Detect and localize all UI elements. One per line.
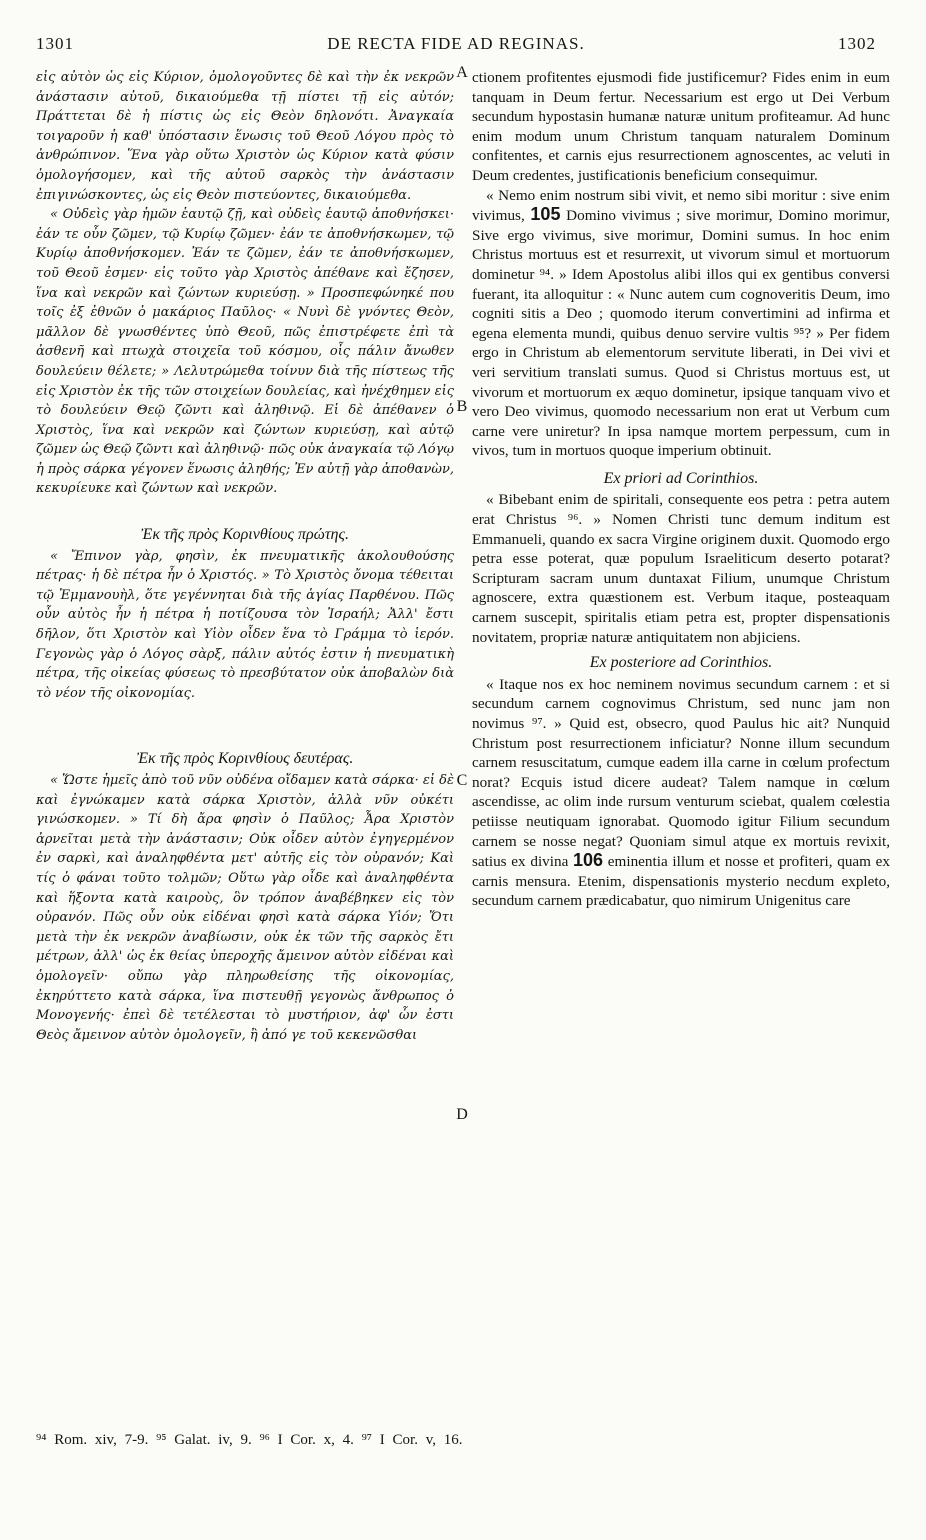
- margin-marker-a: A: [456, 64, 468, 81]
- column-number: 106: [573, 850, 604, 871]
- latin-text: « Nemo enim nostrum sibi vivit, et nemo sibi moritur : sive enim vivimus,: [472, 186, 890, 225]
- latin-text: eminentia illum et nosse et profiteri, quam ex carnis mensura. Etenim, dispensationis mysterio necdum expleto, secundum carnem prædicabatur, quo nimirum Unigenitus care: [472, 853, 891, 910]
- running-title: DE RECTA FIDE AD REGINAS.: [327, 34, 585, 53]
- margin-marker-b: B: [456, 398, 468, 415]
- latin-paragraph: [472, 675, 890, 911]
- greek-paragraph: εἰς αὐτὸν ὡς εἰς Κύριον, ὁμολογοῦντες δὲ καὶ τὴν ἐκ νεκρῶν ἀνάστασιν αὐτοῦ, δικαιούμεθα τῇ πίστει τῇ εἰς αὐτόν; Πράττεται δὲ ἡ πίστις ὡς εἰς Θεὸν δηλονότι. Ἀναγκαία τοιγαροῦν ἡ καθ' ὑπόστασιν ἕνωσις τοῦ Θεοῦ Λόγου πρὸς τὸ ἀνθρώπινον. Ἕνα γὰρ οὕτω Χριστὸν ὡς Κύριον κατὰ φύσιν ὁμολογήσομεν, καὶ τῆς αὐτοῦ σαρκὸς τὴν ἀνάστασιν ἐπιγινώσκοντες, ὡς εἰς Θεὸν πιστεύοντες, δικαιούμεθα.: [36, 70, 454, 203]
- greek-paragraph: « Ὥστε ἡμεῖς ἀπὸ τοῦ νῦν οὐδένα οἴδαμεν κατὰ σάρκα· εἰ δὲ καὶ ἐγνώκαμεν κατὰ σάρκα Χριστὸν, ἀλλὰ νῦν οὐκέτι γινώσκομεν. » Τί δὴ ἄρα φησὶν ὁ Παῦλος; Ἆρα Χριστὸν ἀρνεῖται μετὰ τὴν ἀνάστασιν; Οὐκ οἶδεν αὐτὸν ἐγηγερμένον ἐν σαρκὶ, καὶ ἀναληφθέντα μετ' αὐτῆς εἰς τὸν οὐρανόν; Καὶ τίς ὁ φάναι τοῦτο τολμῶν; Οὕτω γὰρ οἶδε καὶ ἀναληφθέντα καὶ ἥξοντα κατὰ καιροὺς, ὃν τρόπον ἀναβέβηκεν εἰς τὸν οὐρανόν. Πῶς οὖν οὐκ εἰδέναι φησὶ κατὰ σάρκα Υἱόν; Ὅτι μετὰ τὴν ἐκ νεκρῶν ἀναβίωσιν, οὐκ ἐκ τῶν τῆς σαρκὸς ἔτι μέτρων, ἀλλ' ὡς ἐκ θείας ὑπεροχῆς ἄμεινον αὐτὸν εἰδέναι καὶ ὁμολογεῖν· οὔπω γὰρ πληρωθείσης τῆς οἰκονομίας, ἐκηρύττετο κατὰ σάρκα, ἵνα πιστευθῇ γεγονὼς ἄνθρωπος ὁ Μονογενής· ἐπεὶ δὲ τετέλεσται τὸ μυστήριον, ἀφ' ὧν ἐστι Θεὸς ἄμεινον αὐτὸν ὁμολογεῖν, ἢ ἀπό γε τοῦ κεκενῶσθαι: [36, 773, 454, 1043]
- latin-text: Domino vivimus ; sive morimur, Domino morimur, Sive ergo vivimus, sive morimur, Domini sumus. In hoc enim Christus mortuus est et resurrexit, ut vivorum simul et mortuorum dominetur ⁹⁴. » Idem Apostolus alibi illos qui ex gentibus conversi fuerant, ita alloquitur : « Nunc autem cum cognoveritis Deum, imo cogniti sitis a Deo ; quomodo iterum convertimini ad infirma et egena elementa mundi, quibus denuo servire vultis ⁹⁵? » Per fidem ergo in Christum ab elementorum servitute liberati, in Dei vivi et veri servitium translati sumus. Quod si Christus mortuus est, ut vivorum et mortuorum ex æquo dominetur, ipsique tanquam vivo et vero Deo vivimus, quomodo necessarium non erat ut Verbum cum carne vere uniretur? In ipsa namque mortem perpessum, cum in vivos, tum in mortuos quoque imperium obtinuit.: [472, 207, 891, 460]
- latin-paragraph: « Bibebant enim de spiritali, consequente eos petra : petra autem erat Christus ⁹⁶. » Nomen Christi tunc demum inditum est Emmanueli, quando ex sacra Virgine originem duxit. Quomodo ergo petra esse poterat, quæ populum Israeliticum deserto potarat? Scripturam sacram unum duntaxat Filium, unumque Christum agnoscere, extra quæstionem est. Verbum itaque, posteaquam carnem suscepit, spiritalis etiam petra est, propter dispensationis novitatem, propriæ naturæ antiquitatem non abjiciens.: [472, 491, 890, 646]
- greek-column: [36, 68, 454, 1045]
- column-number: 105: [530, 204, 561, 225]
- greek-paragraph: « Οὐδεὶς γὰρ ἡμῶν ἑαυτῷ ζῇ, καὶ οὐδεὶς ἑαυτῷ ἀποθνήσκει· ἐάν τε οὖν ζῶμεν, τῷ Κυρίῳ ζῶμεν· ἐάν τε ἀποθνήσκωμεν, τῷ Κυρίῳ ἀποθνήσκομεν. Ἐάν τε ζῶμεν, ἐάν τε ἀποθνήσκωμεν, τοῦ Θεοῦ ἐσμεν· εἰς τοῦτο γὰρ Χριστὸς ἀπέθανε καὶ ἔζησεν, ἵνα καὶ νεκρῶν καὶ ζώντων κυριεύσῃ. » Προσπεφώνηκέ που τοῖς ἐξ ἐθνῶν ὁ μακάριος Παῦλος· « Νυνὶ δὲ γνόντες Θεὸν, μᾶλλον δὲ γνωσθέντες ὑπὸ Θεοῦ, πῶς ἐπιστρέφετε ἐπὶ τὰ ἀσθενῆ καὶ πτωχὰ στοιχεῖα τοῦ κόσμου, οἷς πάλιν ἄνωθεν δουλεύειν θέλετε; » Λελυτρώμεθα τοίνυν διὰ τῆς πίστεως τῆς εἰς Χριστὸν ἐκ τῆς τῶν στοιχείων δουλείας, καὶ ἠνέχθημεν εἰς τὸ δουλεύειν Θεῷ ζῶντι καὶ ἀληθινῷ. Εἰ δὲ ἀπέθανεν ὁ Χριστὸς, ἵνα καὶ νεκρῶν καὶ ζώντων κυριεύσῃ, καὶ αὐτῷ ζῶμεν ὡς Θεῷ ζῶντι καὶ ἀληθινῷ· πῶς οὐκ ἀναγκαία τῷ Λόγῳ ἡ πρὸς σάρκα γέγονεν ἕνωσις ἀληθής; Ἐν αὐτῇ γὰρ ἀποθανὼν, κεκυρίευκε καὶ ζώντων καὶ νεκρῶν.: [36, 207, 454, 497]
- greek-section-heading: Ἐκ τῆς πρὸς Κορινθίους δευτέρας.: [136, 750, 354, 768]
- latin-text: « Itaque nos ex hoc neminem novimus secundum carnem : et si secundum carnem cognovimus Christum, sed nunc jam non novimus ⁹⁷. » Quid est, obsecro, quod Paulus hic ait? Nunquid Christum post resurrectionem inficiatur? Nonne illum secundum carnem resuscitatum, cumque eadem illa carne in cœlum profectum norat? Ecquis istud dicere audeat? Talem namque in cœlum ascendisse, ac olim inde rursum venturum sciebat, qualem cœlestia petiisse neutiquam ignorabat. Quomodo igitur Filium secundum carnem se nosse negat? Quoniam simul atque ex mortuis revixit, satius ex divina: [472, 675, 890, 871]
- latin-section-heading: Ex posteriore ad Corinthios.: [589, 654, 773, 672]
- running-header: [36, 34, 876, 56]
- latin-paragraph: [472, 186, 890, 461]
- margin-marker-c: C: [456, 772, 468, 789]
- latin-section-heading: Ex priori ad Corinthios.: [603, 469, 759, 487]
- margin-marker-d: D: [456, 1106, 468, 1123]
- greek-paragraph: « Ἔπινον γὰρ, φησὶν, ἐκ πνευματικῆς ἀκολουθούσης πέτρας· ἡ δὲ πέτρα ἦν ὁ Χριστός. » Τὸ Χριστὸς ὄνομα τέθειται τῷ Ἐμμανουὴλ, ὅτε γεγέννηται διὰ τῆς ἁγίας Παρθένου. Πῶς οὖν αὐτὸς ἦν ἡ πέτρα ἡ ποτίζουσα τὸν Ἰσραήλ; Ἀλλ' ἔστι δῆλον, ὅτι Χριστὸν καὶ Υἱὸν οἶδεν ἕνα τὸ Γράμμα τὸ ἱερόν. Γεγονὼς γὰρ ὁ Λόγος σὰρξ, πάλιν αὐτός ἐστιν ἡ πνευματικὴ πέτρα, τῆς οἰκείας φύσεως τὸ πρεσβύτατον οὐκ ἀποβαλὼν διὰ τὸ νέον τῆς οἰκονομίας.: [36, 548, 454, 701]
- page-number-left: 1301: [36, 34, 74, 53]
- latin-column: [472, 68, 890, 911]
- greek-section-heading: Ἐκ τῆς πρὸς Κορινθίους πρώτης.: [141, 526, 349, 544]
- page-number-right: 1302: [838, 34, 876, 53]
- latin-paragraph: ctionem profitentes ejusmodi fide justificemur? Fides enim in eum tanquam in Deum fertur. Necessarium est ergo ut Dei Verbum secundum hypostasin humanæ naturæ unitum profiteamur. Ad hunc enim modum unum Christum tanquam naturalem Dominum confitentes, et carnis ejus resurrectionem agnoscentes, ac veluti in Deum credentes, justificationis beneficium consequimur.: [472, 69, 890, 184]
- footnotes: ⁹⁴ Rom. xiv, 7-9. ⁹⁵ Galat. iv, 9. ⁹⁶ I Cor. x, 4. ⁹⁷ I Cor. v, 16.: [36, 1432, 463, 1448]
